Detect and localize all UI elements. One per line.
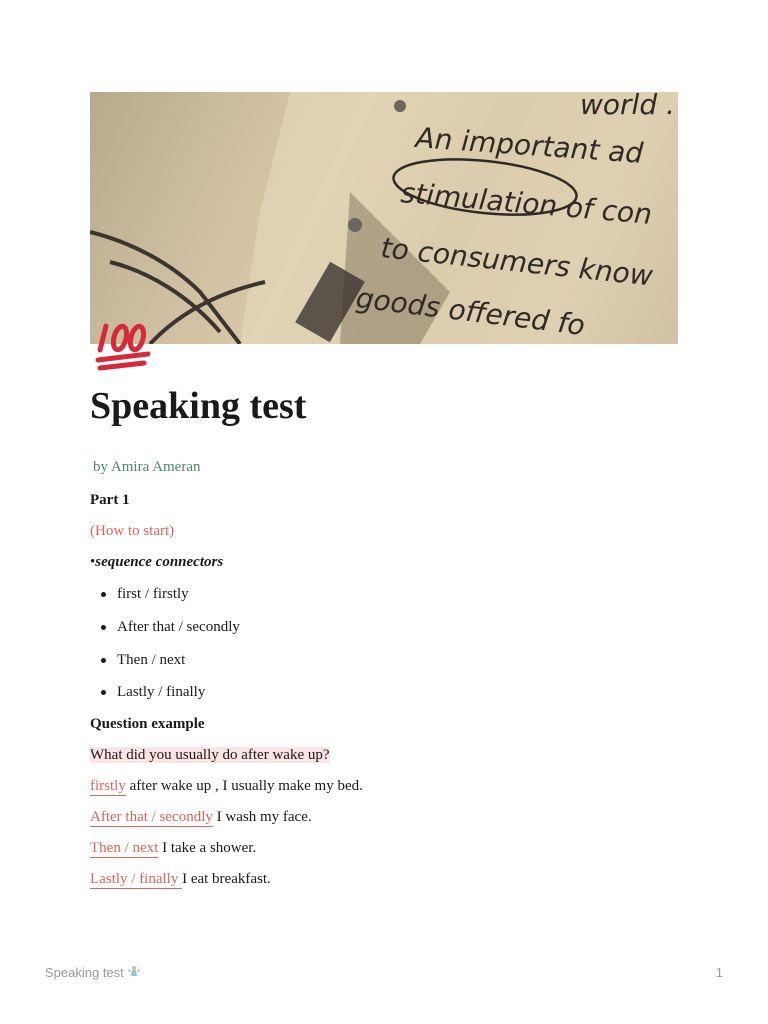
- page-title: Speaking test: [90, 385, 307, 427]
- answer-rest: I wash my face.: [212, 809, 312, 825]
- list-item-text: Lastly / finally: [117, 684, 206, 700]
- example-answer: [90, 807, 312, 827]
- bullet-dot: [101, 625, 106, 630]
- hundred-points-icon: [92, 318, 152, 374]
- page-number: 1: [715, 965, 723, 980]
- list-item-text: After that / secondly: [117, 619, 240, 635]
- answer-connector: Then / next: [90, 840, 159, 856]
- list-item-text: Then / next: [117, 652, 186, 668]
- list-item-text: first / firstly: [117, 586, 189, 602]
- example-answer: [90, 776, 363, 796]
- answer-connector: firstly: [90, 778, 126, 794]
- cover-handwriting-line: An important ad: [414, 121, 645, 170]
- cover-handwriting-line: goods offered fo: [354, 281, 587, 343]
- bullet-dot: [101, 658, 106, 663]
- footer-title-text: Speaking test: [45, 965, 124, 980]
- bullet-dot: [101, 592, 106, 597]
- answer-rest: after wake up , I usually make my bed.: [125, 778, 363, 794]
- footer-doc-title: [45, 965, 141, 980]
- example-answer: [90, 838, 256, 858]
- bullet-dot: [101, 690, 106, 695]
- section-heading: Part 1: [90, 492, 130, 508]
- cover-handwriting-line: stimulation of con: [399, 176, 654, 231]
- connectors-bullet: •: [90, 554, 96, 570]
- connectors-label-text: sequence connectors: [95, 554, 224, 570]
- fairy-icon: [127, 965, 141, 980]
- cover-handwriting-line: to consumers know: [379, 231, 655, 293]
- answer-connector: Lastly / finally: [90, 871, 183, 887]
- connectors-label: [90, 552, 223, 572]
- byline: by Amira Ameran: [93, 459, 201, 475]
- cover-image: [90, 92, 678, 344]
- answer-connector: After that / secondly: [90, 809, 213, 825]
- example-answer: [90, 869, 271, 889]
- example-heading: Question example: [90, 716, 205, 732]
- section-subheading: (How to start): [90, 523, 175, 539]
- example-question-text: What did you usually do after wake up?: [90, 747, 330, 763]
- example-question: [90, 745, 330, 765]
- answer-rest: I take a shower.: [158, 840, 257, 856]
- cover-handwriting-line: world .: [580, 92, 675, 121]
- answer-rest: I eat breakfast.: [182, 871, 271, 887]
